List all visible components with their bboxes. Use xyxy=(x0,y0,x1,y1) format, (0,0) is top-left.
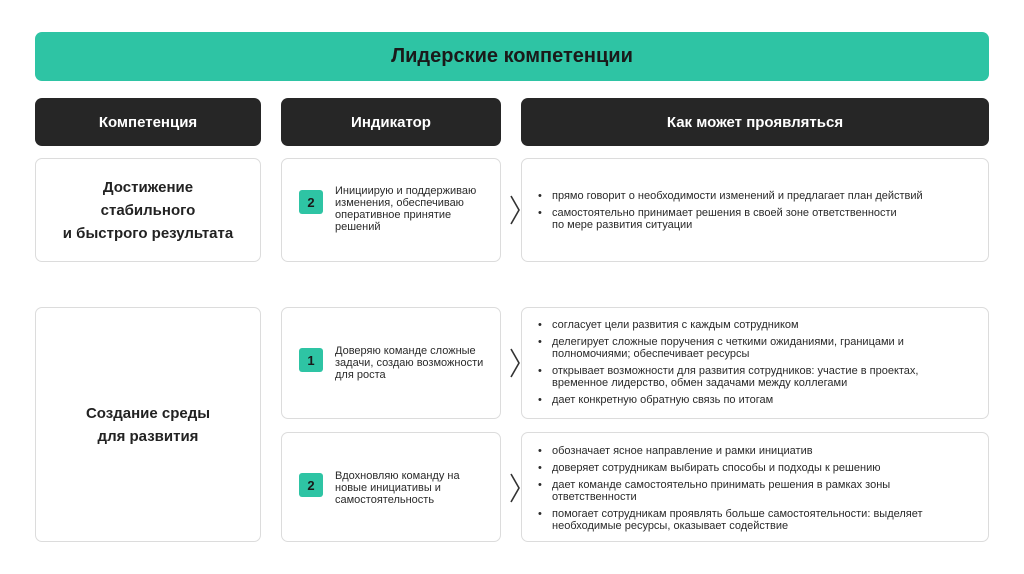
chevron-right-icon xyxy=(509,195,521,225)
list-item: • обозначает ясное направление и рамки инициатив xyxy=(536,445,978,457)
competency-card xyxy=(35,307,261,542)
indicator-level-badge: 2 xyxy=(299,473,323,497)
list-item: • открывает возможности для развития сотрудников: участие в проектах, временное лидерство, обмен задачами между коллегами xyxy=(536,365,978,389)
list-item: • самостоятельно принимает решения в своей зоне ответственности по мере развития ситуации xyxy=(536,207,978,231)
list-item: • делегирует сложные поручения с четкими ожиданиями, границами и полномочиями; обеспечивает ресурсы xyxy=(536,336,978,360)
indicator-card xyxy=(281,432,501,542)
column-header-manifestation: Как может проявляться xyxy=(521,98,989,146)
column-header-indicator: Индикатор xyxy=(281,98,501,146)
list-item: • дает конкретную обратную связь по итогам xyxy=(536,394,978,406)
manifestation-card xyxy=(521,158,989,262)
column-header-competency: Компетенция xyxy=(35,98,261,146)
competency-title: Создание среды для развития xyxy=(85,404,211,445)
indicator-text: Инициирую и поддерживаю изменения, обеспечиваю оперативное принятие решений xyxy=(335,185,477,233)
indicator-text: Вдохновляю команду на новые инициативы и самостоятельность xyxy=(335,470,460,506)
chevron-right-icon xyxy=(509,348,521,378)
list-item: • прямо говорит о необходимости изменений и предлагает план действий xyxy=(536,190,978,202)
indicator-text: Доверяю команде сложные задачи, создаю возможности для роста xyxy=(335,345,484,381)
indicator-level-badge: 2 xyxy=(299,190,323,214)
manifestation-card xyxy=(521,432,989,542)
competency-title: Достижение стабильного и быстрого результата xyxy=(62,178,234,242)
list-item: • дает команде самостоятельно принимать решения в рамках зоны ответственности xyxy=(536,479,978,503)
list-item: • согласует цели развития с каждым сотрудником xyxy=(536,319,978,331)
page-title: Лидерские компетенции xyxy=(35,32,989,81)
indicator-level-badge: 1 xyxy=(299,348,323,372)
indicator-card xyxy=(281,158,501,262)
manifestation-list xyxy=(536,190,978,236)
chevron-right-icon xyxy=(509,473,521,503)
list-item: • помогает сотрудникам проявлять больше самостоятельности: выделяет необходимые ресурсы, оказывает содействие xyxy=(536,508,978,532)
manifestation-card xyxy=(521,307,989,419)
manifestation-list xyxy=(536,445,978,537)
manifestation-list xyxy=(536,319,978,411)
indicator-card xyxy=(281,307,501,419)
competency-card xyxy=(35,158,261,262)
list-item: • доверяет сотрудникам выбирать способы и подходы к решению xyxy=(536,462,978,474)
